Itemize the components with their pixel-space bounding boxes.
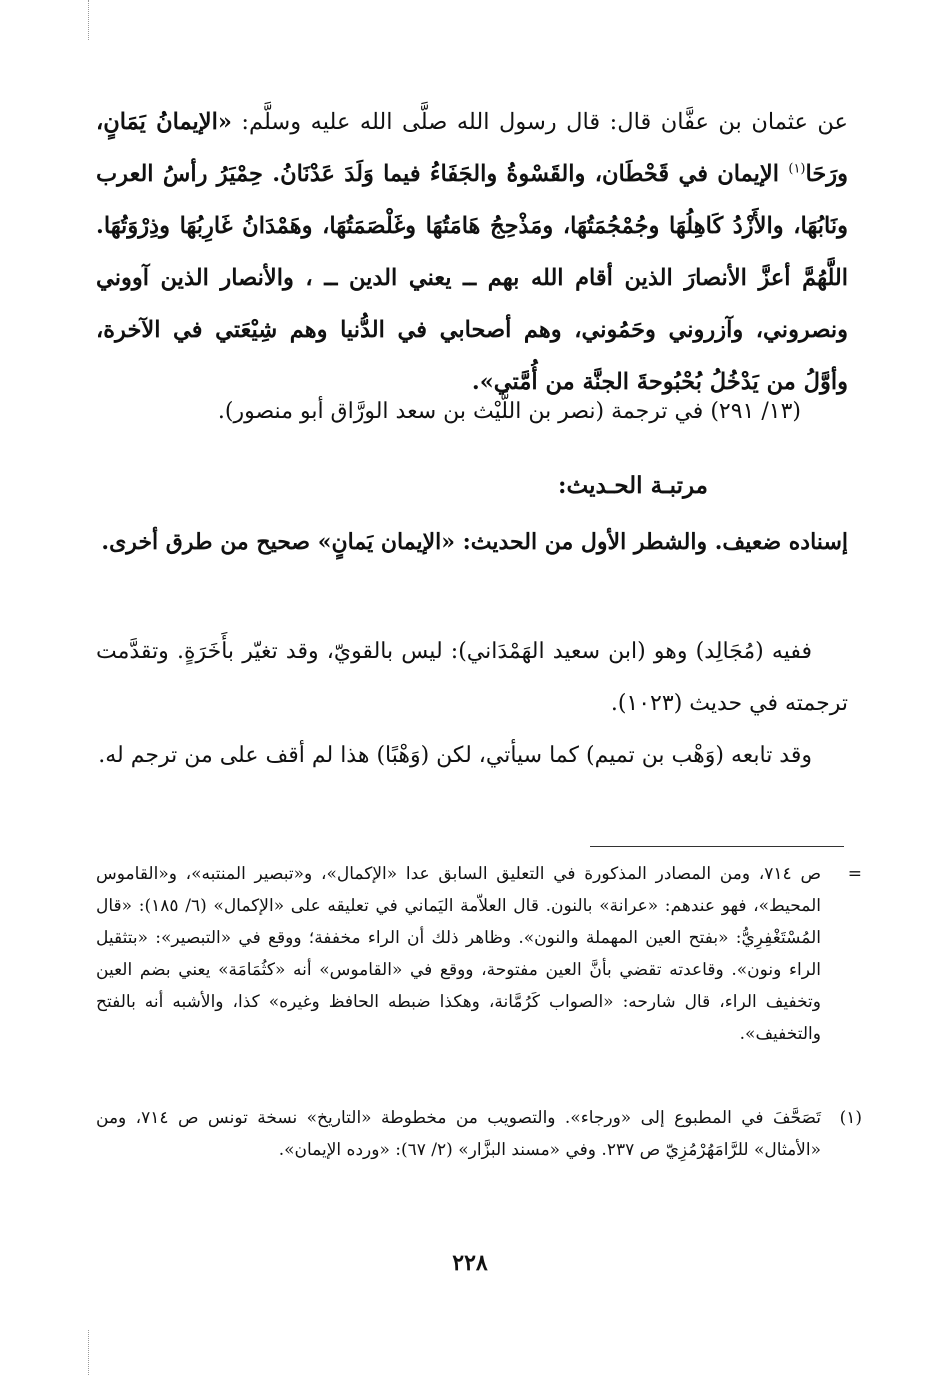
footnote-number: (١) [839,1108,862,1128]
isnad-text-c: صحيح من طرق أخرى. [101,529,318,555]
hadith-text-start: «الإيمانُ يَمَانٍ، ورَحَا [96,109,848,187]
footnote-1: تَصَحَّفَ في المطبوع إلى «ورجاء». والتصويب من مخطوطة «التاريخ» نسخة تونس ص ٧١٤، ومن «الأمثال» للرَّامَهُرْمُزِيّ ص ٢٣٧. وفي «مسند البزَّار» (٢/ ٦٧): «ورده الإيمان». [96,1108,821,1160]
follow-up-paragraph: وقد تابعه (وَهْب بن تميم) كما سيأتي، لكن (وَهْبًا) هذا لم أقف على من ترجم له. [98,743,812,768]
isnad-paragraph [96,516,848,569]
main-hadith-paragraph [96,96,848,408]
source-citation: (١٣/ ٢٩١) في ترجمة (نصر بن اللَّيْث بن سعد الورَّاق أبو منصور). [217,399,801,424]
section-heading: مرتبـة الحـديث: [558,472,708,499]
isnad-text-a: إسناده ضعيف. والشطر الأول من الحديث: [455,529,848,555]
isnad-quote: «الإيمان يَمانٍ» [317,529,455,555]
scan-edge-mark [88,0,89,40]
scan-edge-mark [88,1330,89,1375]
footnote-continuation: ص ٧١٤، ومن المصادر المذكورة في التعليق السابق عدا «الإكمال»، و«تبصير المنتبه»، و«القاموس المحيط»، فهو عندهم: «عرانة» بالنون. قال العلاّمة اليَماني في تعليقه على «الإكمال» (٦/ ١٨٥): «قال المُسْتَغْفِرِيُّ: «بفتح العين المهملة والنون». وظاهر ذلك أن الراء مخففة؛ ووقع في «التبصير»: «بتثقيل الراء ونون». وقاعدته تقضي بأنَّ العين مفتوحة، ووقع في «القاموس» أنه «كثُمَامَة» يعني بضم العين وتخفيف الراء، قال شارحه: «الصواب كَرُمَّانة، وهكذا ضبطه الحافظ وغيره» كذا، والأشبه أنه بالفتح والتخفيف». [96,864,821,1044]
hadith-text-rest: الإيمان في قَحْطَان، والقَسْوةُ والجَفَاءُ فيما وَلَدَ عَدْنَانُ. حِمْيَرُ رأسُ العرب ونَابُهَا، والأَزْدُ كَاهِلُهَا وجُمْجُمَتُهَا، ومَذْحِجُ هَامَتُهَا وغَلْصَمَتُهَا، وهَمْدَانُ غَارِبُهَا وذِرْوَتُهَا. اللَّهُمَّ أعزَّ الأنصارَ الذين أقام الله بهم ــ يعني الدين ــ ، والأنصار الذين آووني ونصروني، وآزروني وحَمُوني، وهم أصحابي في الدُّنيا وهم شِيْعَتي في الآخرة، وأوَّلُ من يَدْخُلُ بُحْبُوحةَ الجنَّة من أُمَّتي». [96,161,848,395]
narrator-paragraph: ففيه (مُجَالِد) وهو (ابن سعيد الهَمْدَاني): ليس بالقويّ، وقد تغيّر بأَخَرَةٍ. وتقدَّمت ترجمته في حديث (١٠٢٣). [96,639,848,716]
footnote-separator [590,846,844,847]
hadith-intro: عن عثمان بن عفَّان قال: قال رسول الله صلَّى الله عليه وسلَّم: [231,109,848,135]
footnote-continuation-marker: = [847,864,862,884]
page-number: ٢٢٨ [452,1250,488,1276]
footnote-reference: (١) [788,161,806,177]
